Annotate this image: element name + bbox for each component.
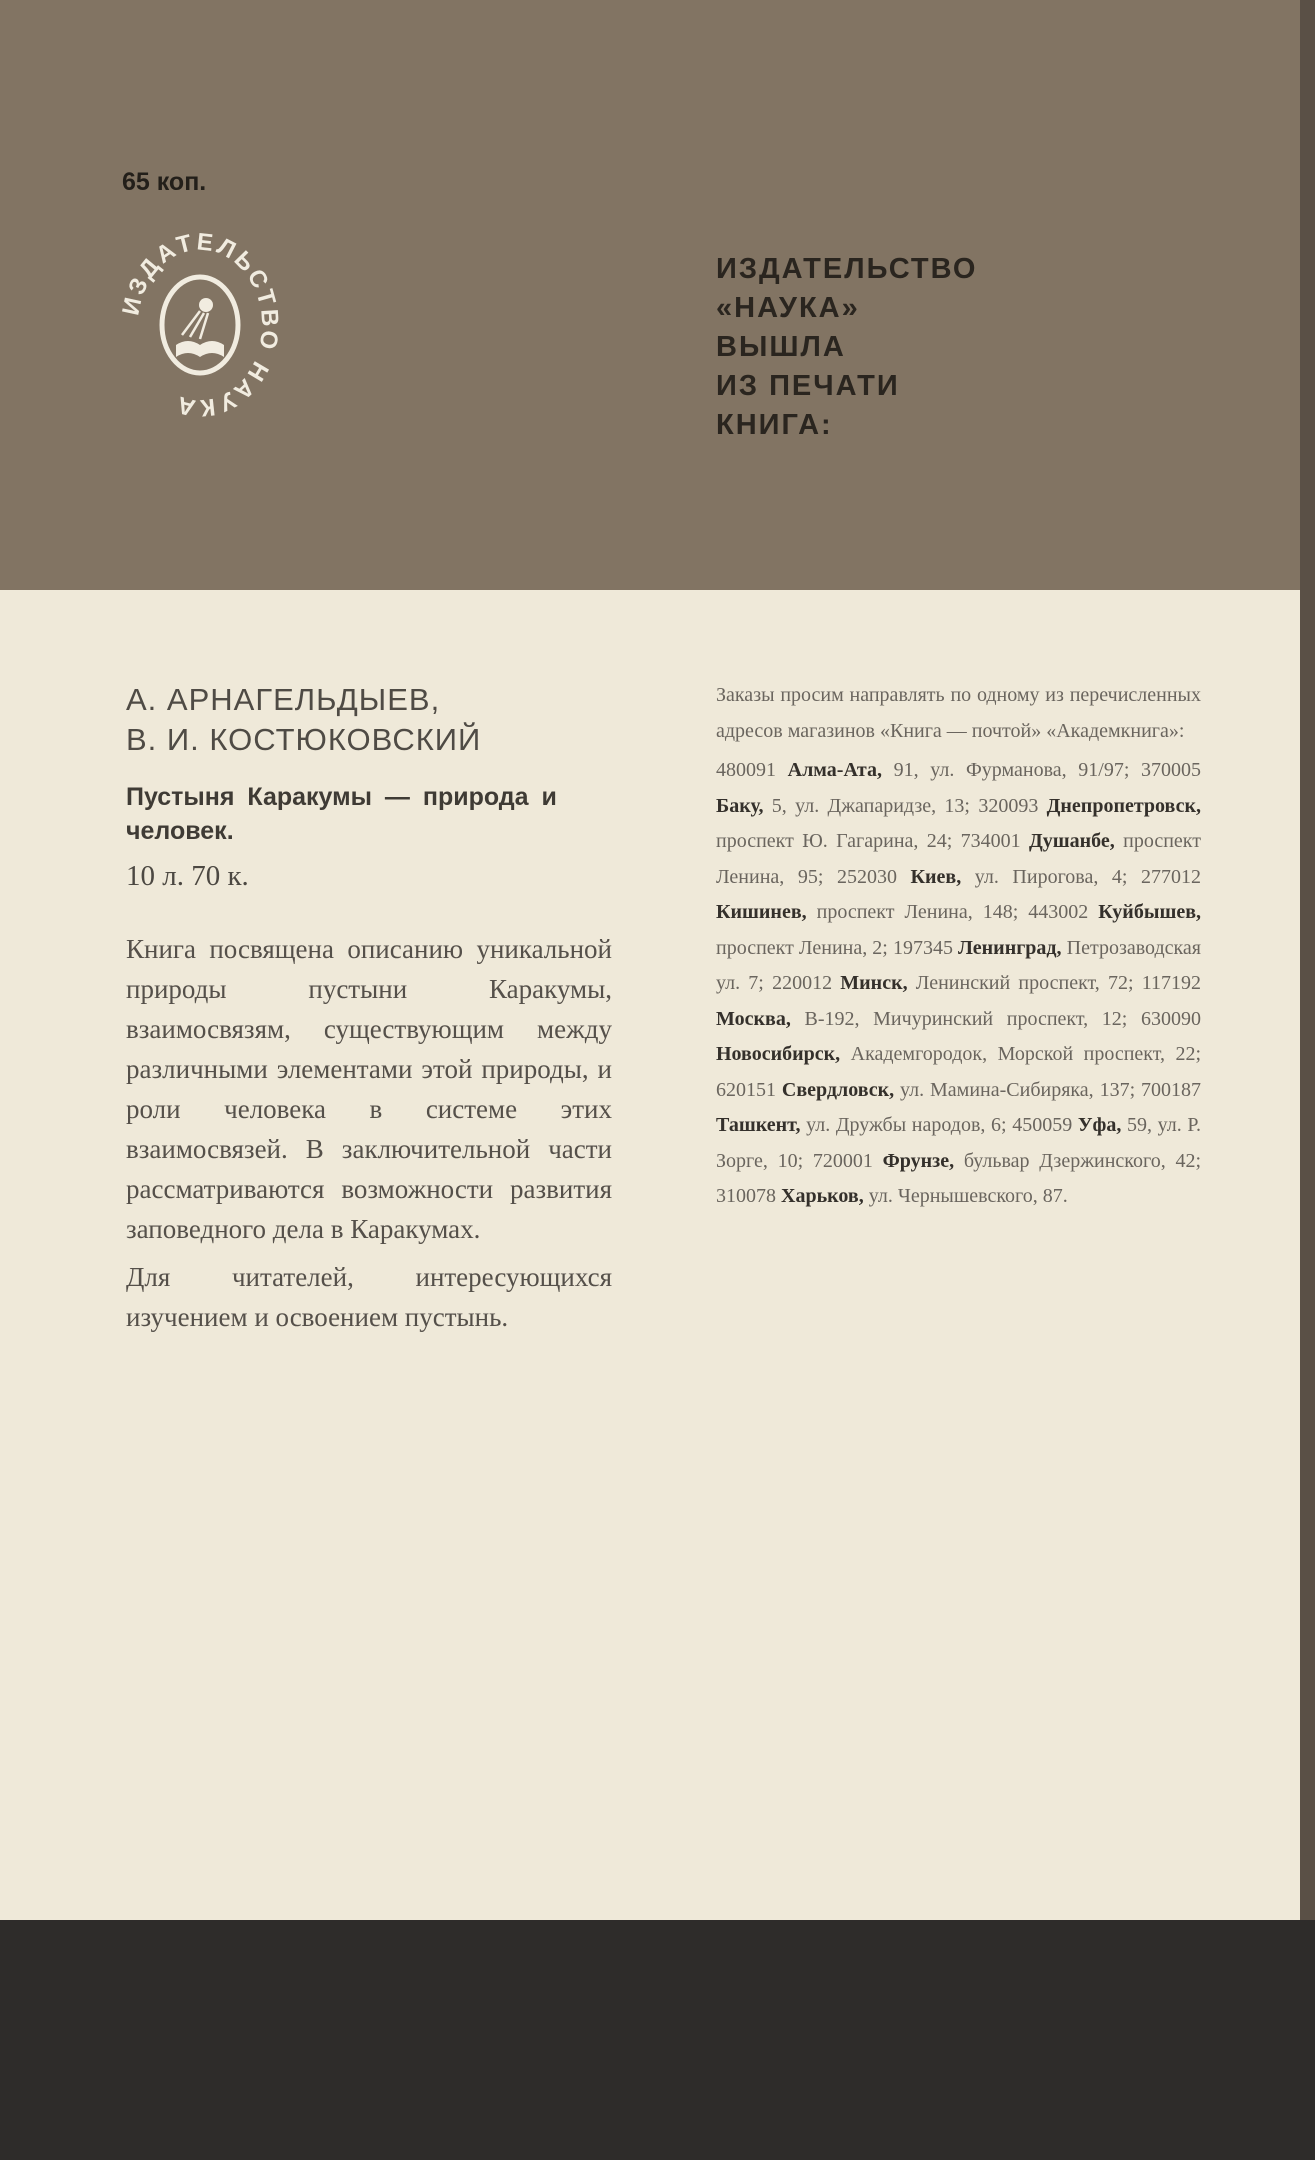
announce-line: ИЗДАТЕЛЬСТВО: [716, 253, 978, 285]
postal-code: 620151: [716, 1078, 782, 1101]
postal-code: 220012: [772, 972, 841, 994]
street-address: проспект Ленина, 2;: [716, 936, 893, 959]
postal-code: 700187: [1141, 1078, 1201, 1101]
city-name: Куйбышев,: [1098, 901, 1202, 923]
book-info-column: [126, 680, 612, 1345]
author-name: А. АРНАГЕЛЬДЫЕВ,: [126, 682, 441, 717]
postal-code: 630090: [1141, 1007, 1201, 1030]
street-address: Ленинский проспект, 72;: [907, 972, 1142, 994]
postal-code: 197345: [892, 936, 959, 959]
publisher-announcement: [716, 250, 977, 445]
street-address: Академгородок, Морской проспект, 22;: [840, 1043, 1201, 1065]
city-name: Уфа,: [1077, 1114, 1122, 1136]
city-name: Баку,: [716, 794, 764, 817]
postal-code: 277012: [1141, 865, 1201, 888]
city-name: Харьков,: [781, 1185, 864, 1207]
city-name: Фрунзе,: [882, 1149, 955, 1172]
street-address: ул. Дружбы народов, 6;: [800, 1114, 1013, 1136]
street-address: бульвар Дзержинского, 42;: [954, 1149, 1201, 1172]
postal-code: 252030: [836, 865, 911, 888]
street-address: 91, ул. Фурманова, 91/97;: [881, 759, 1142, 781]
order-address: [716, 1079, 1141, 1101]
address-list: [716, 753, 1201, 1215]
street-address: проспект Ленина, 148;: [806, 901, 1029, 923]
city-name: Свердловск,: [781, 1078, 895, 1101]
svg-text:ИЗДАТЕЛЬСТВО НАУКА: ИЗДАТЕЛЬСТ НАУКА: [120, 228, 280, 422]
street-address: 5, ул. Джапаридзе, 13;: [763, 794, 979, 817]
street-address: В-192, Мичуринский проспект, 12;: [790, 1007, 1141, 1030]
audience-text: Для читателей, интересующихся изучением и освоением пустынь.: [126, 1262, 612, 1332]
cover-edge: [1300, 0, 1315, 2160]
city-name: Ленинград,: [958, 936, 1062, 959]
book-title: Пустыня Каракумы — природа и человек.: [126, 783, 557, 845]
order-address: [837, 866, 1141, 888]
postal-code: 720001: [812, 1149, 883, 1172]
city-name: Алма-Ата,: [787, 759, 882, 781]
city-name: Киев,: [910, 865, 962, 888]
postal-code: 734001: [960, 830, 1030, 852]
announce-line: КНИГА:: [716, 409, 833, 441]
book-annotation: [126, 929, 612, 1337]
city-name: Днепропетровск,: [1046, 794, 1201, 817]
city-name: Новосибирск,: [716, 1043, 841, 1065]
postal-code: 370005: [1141, 759, 1202, 781]
postal-code: 310078: [716, 1185, 781, 1207]
book-price: 10 л. 70 к.: [126, 860, 249, 892]
street-address: ул. Чернышевского, 87.: [863, 1185, 1068, 1207]
postal-code: 443002: [1028, 901, 1099, 923]
order-address: [716, 1185, 1068, 1207]
street-address: ул. Пирогова, 4;: [961, 865, 1141, 888]
street-address: Петрозаводская ул. 7;: [716, 936, 1201, 994]
cover-price: 65 коп.: [122, 168, 207, 196]
street-address: ул. Мамина-Сибиряка, 137;: [894, 1078, 1141, 1101]
publisher-logo: [120, 225, 280, 425]
author-name: В. И. КОСТЮКОВСКИЙ: [126, 722, 482, 757]
city-name: Москва,: [716, 1007, 791, 1030]
street-address: проспект Ленина, 95;: [716, 830, 1201, 888]
order-intro: Заказы просим направлять по одному из перечисленных адресов магазинов «Книга — почтой» «Академкнига»:: [716, 684, 1201, 742]
postal-code: 320093: [978, 794, 1047, 817]
authors: [126, 680, 612, 760]
announce-line: ВЫШЛА: [716, 331, 846, 363]
city-name: Кишинев,: [716, 901, 807, 923]
order-address: [716, 759, 1141, 781]
order-info-column: [716, 678, 1201, 1219]
city-name: Ташкент,: [716, 1114, 801, 1136]
street-address: 59, ул. Р. Зорге, 10;: [716, 1114, 1201, 1172]
street-address: проспект Ю. Гагарина, 24;: [716, 830, 961, 852]
postal-code: 450059: [1012, 1114, 1078, 1136]
order-address: [772, 972, 1142, 994]
announce-line: ИЗ ПЕЧАТИ: [716, 370, 900, 402]
postal-code: 117192: [1141, 972, 1201, 994]
bottom-cover-band: [0, 1920, 1315, 2160]
annotation-text: Книга посвящена описанию уникальной природы пустыни Каракумы, взаимосвязям, существующим между различными элементами этой природы, и роли человека в системе этих взаимосвязей. В заключительной части рассматриваются возможности развития заповедного дела в Каракумах.: [126, 934, 612, 1244]
city-name: Минск,: [840, 972, 908, 994]
postal-code: 480091: [716, 759, 788, 781]
order-address: [813, 1150, 1201, 1172]
announce-line: «НАУКА»: [716, 292, 860, 324]
city-name: Душанбе,: [1029, 830, 1115, 852]
nauka-emblem-icon: [120, 225, 280, 425]
